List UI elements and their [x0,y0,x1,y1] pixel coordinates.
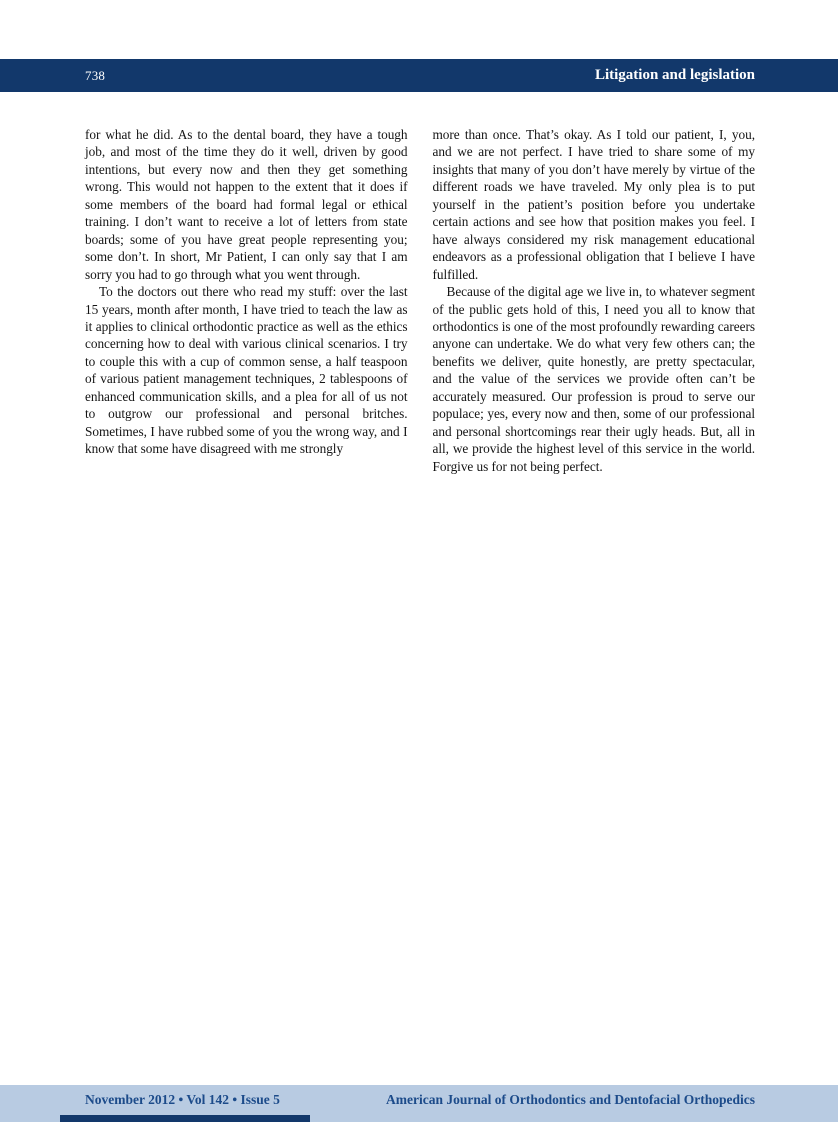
paragraph-continuation: more than once. That’s okay. As I told our patient, I, you, and we are not perfect. I have tried to share some of my insights that many of you don’t have merely by virtue of the different roads we have traveled. My only plea is to put yourself in the patient’s position before you undertake certain actions and see how that position makes you feel. I have always considered my risk management educational endeavors as a professional obligation that I believe I have fulfilled. [432,127,755,282]
section-title: Litigation and legislation [594,67,755,83]
article-body [85,126,755,475]
left-column [85,126,408,475]
paragraph: To the doctors out there who read my stuff: over the last 15 years, month after month, I have tried to teach the law as it applies to clinical orthodontic practice as well as the ethics concerning how to deal with various clinical scenarios. I try to couple this with a cup of common sense, a half teaspoon of various patient management techniques, 2 tablespoons of enhanced communication skills, and a plea for all of us not to outgrow our professional and personal britches. Sometimes, I have rubbed some of you the wrong way, and I know that some have disagreed with me strongly [85,284,408,457]
page-number: 738 [85,67,106,83]
header-bar [0,59,838,92]
paragraph-continuation: for what he did. As to the dental board, they have a tough job, and most of the time they do it well, driven by good intentions, but every now and then they get something wrong. This would not happen to the extent that it does if some members of the board had formal legal or ethical training. I don’t want to receive a lot of letters from state boards; some of you have great people representing you; some don’t. In short, Mr Patient, I can only say that I am sorry you had to go through what you went through. [85,127,408,282]
journal-name: American Journal of Orthodontics and Dentofacial Orthopedics [386,1092,755,1107]
paragraph: Because of the digital age we live in, to whatever segment of the public gets hold of this, I need you all to know that orthodontics is one of the most profoundly rewarding careers anyone can undertake. We do what very few others can; the benefits we deliver, quite honestly, are pretty spectacular, and the value of the services we provide often can’t be accurately measured. Our profession is proud to serve our populace; yes, every now and then, some of our professional and personal shortcomings rear their ugly heads. But, all in all, we provide the highest level of this service in the world. Forgive us for not being perfect. [432,284,755,474]
page-edge-bar [60,1115,310,1122]
issue-info: November 2012 • Vol 142 • Issue 5 [85,1092,280,1107]
right-column [433,126,756,475]
